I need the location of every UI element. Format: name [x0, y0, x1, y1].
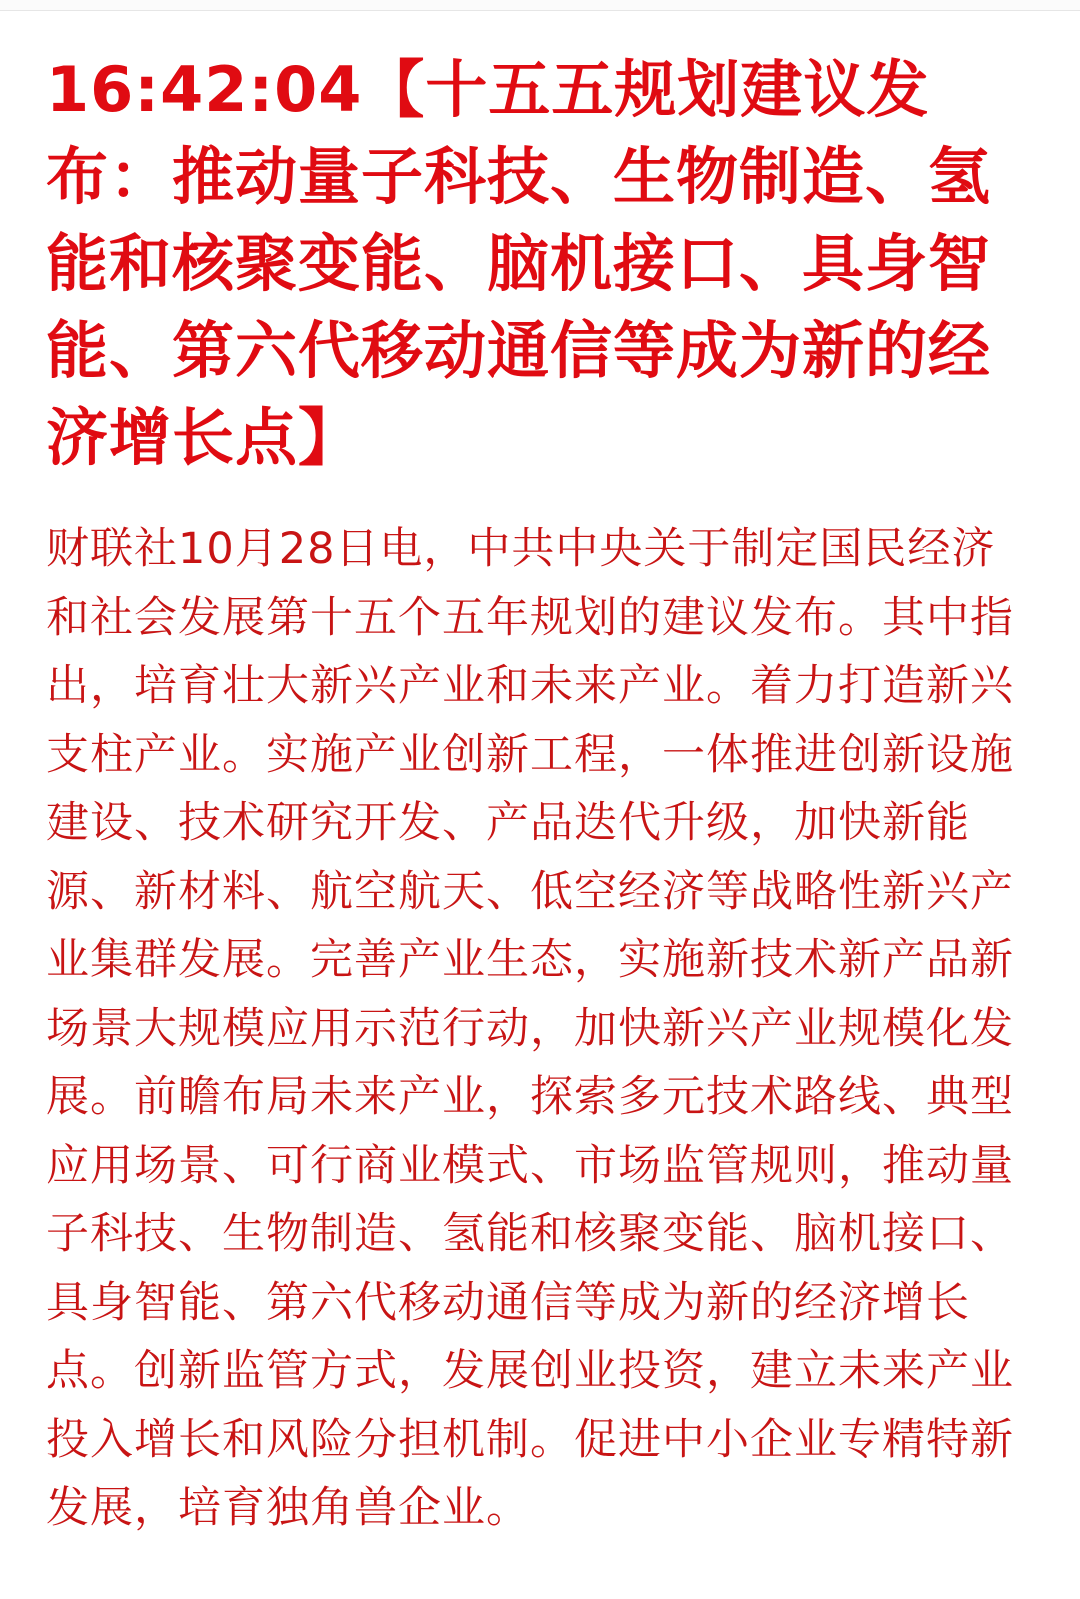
- article-headline: 16:42:04【十五五规划建议发布：推动量子科技、生物制造、氢能和核聚变能、脑机接口、具身智能、第六代移动通信等成为新的经济增长点】: [46, 53, 992, 474]
- news-article: [46, 46, 1026, 1543]
- article-body: 财联社10月28日电，中共中央关于制定国民经济和社会发展第十五个五年规划的建议发布。其中指出，培育壮大新兴产业和未来产业。着力打造新兴支柱产业。实施产业创新工程，一体推进创新设施建设、技术研究开发、产品迭代升级，加快新能源、新材料、航空航天、低空经济等战略性新兴产业集群发展。完善产业生态，实施新技术新产品新场景大规模应用示范行动，加快新兴产业规模化发展。前瞻布局未来产业，探索多元技术路线、典型应用场景、可行商业模式、市场监管规则，推动量子科技、生物制造、氢能和核聚变能、脑机接口、具身智能、第六代移动通信等成为新的经济增长点。创新监管方式，发展创业投资，建立未来产业投入增长和风险分担机制。促进中小企业专精特新发展，培育独角兽企业。: [46, 524, 1014, 1533]
- top-divider: [0, 0, 1080, 11]
